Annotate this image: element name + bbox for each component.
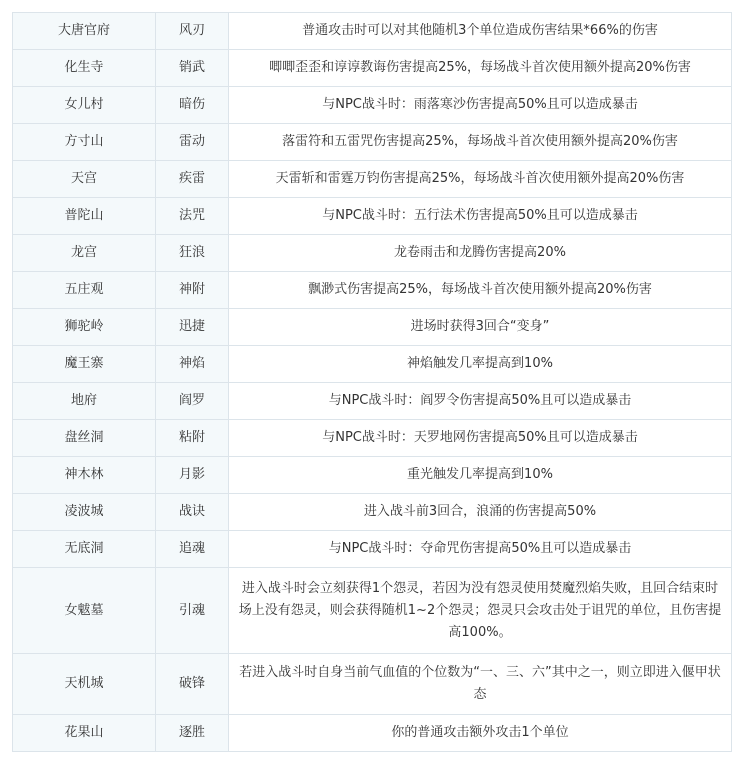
table-body [13,13,732,752]
effect-cell: 天雷斩和雷霆万钧伤害提高25%，每场战斗首次使用额外提高20%伤害 [229,161,732,198]
school-cell: 凌波城 [13,494,156,531]
table-row [13,235,732,272]
effect-cell: 与NPC战斗时：阎罗令伤害提高50%且可以造成暴击 [229,383,732,420]
school-cell: 方寸山 [13,124,156,161]
table-row [13,531,732,568]
table-row [13,346,732,383]
table-row [13,309,732,346]
effect-cell: 龙卷雨击和龙腾伤害提高20% [229,235,732,272]
skill-cell: 暗伤 [156,87,229,124]
skill-cell: 粘附 [156,420,229,457]
school-cell: 魔王寨 [13,346,156,383]
table-row [13,13,732,50]
table-row [13,383,732,420]
table-row [13,198,732,235]
skill-cell: 神附 [156,272,229,309]
effect-cell: 与NPC战斗时：雨落寒沙伤害提高50%且可以造成暴击 [229,87,732,124]
table-row [13,161,732,198]
effect-cell: 进场时获得3回合“变身” [229,309,732,346]
effect-cell: 进入战斗时会立刻获得1个怨灵，若因为没有怨灵使用焚魔烈焰失败，且回合结束时场上没有怨灵，则会获得随机1~2个怨灵；怨灵只会攻击处于诅咒的单位，且伤害提高100%。 [229,568,732,654]
school-cell: 地府 [13,383,156,420]
school-cell: 化生寺 [13,50,156,87]
table-row [13,457,732,494]
effect-cell: 与NPC战斗时：五行法术伤害提高50%且可以造成暴击 [229,198,732,235]
skill-cell: 雷动 [156,124,229,161]
table-row [13,568,732,654]
school-cell: 无底洞 [13,531,156,568]
skill-cell: 阎罗 [156,383,229,420]
skill-cell: 迅捷 [156,309,229,346]
table-row [13,420,732,457]
school-cell: 狮驼岭 [13,309,156,346]
school-cell: 天宫 [13,161,156,198]
effect-cell: 与NPC战斗时：天罗地网伤害提高50%且可以造成暴击 [229,420,732,457]
school-cell: 女魃墓 [13,568,156,654]
effect-cell: 重光触发几率提高到10% [229,457,732,494]
skill-cell: 逐胜 [156,715,229,752]
table-row [13,124,732,161]
effect-cell: 唧唧歪歪和谆谆教诲伤害提高25%，每场战斗首次使用额外提高20%伤害 [229,50,732,87]
skill-cell: 销武 [156,50,229,87]
effect-cell: 若进入战斗时自身当前气血值的个位数为“一、三、六”其中之一，则立即进入偃甲状态 [229,654,732,715]
skill-cell: 疾雷 [156,161,229,198]
skill-cell: 神焰 [156,346,229,383]
school-cell: 花果山 [13,715,156,752]
skill-cell: 追魂 [156,531,229,568]
table-row [13,715,732,752]
effect-cell: 落雷符和五雷咒伤害提高25%，每场战斗首次使用额外提高20%伤害 [229,124,732,161]
school-cell: 天机城 [13,654,156,715]
school-cell: 龙宫 [13,235,156,272]
school-cell: 普陀山 [13,198,156,235]
school-cell: 女儿村 [13,87,156,124]
sect-skill-table-container [12,12,732,752]
skill-cell: 破锋 [156,654,229,715]
skill-cell: 狂浪 [156,235,229,272]
table-row [13,654,732,715]
skill-cell: 风刃 [156,13,229,50]
skill-cell: 战诀 [156,494,229,531]
effect-cell: 与NPC战斗时：夺命咒伤害提高50%且可以造成暴击 [229,531,732,568]
skill-cell: 法咒 [156,198,229,235]
school-cell: 神木林 [13,457,156,494]
effect-cell: 神焰触发几率提高到10% [229,346,732,383]
school-cell: 五庄观 [13,272,156,309]
skill-cell: 引魂 [156,568,229,654]
effect-cell: 进入战斗前3回合，浪涌的伤害提高50% [229,494,732,531]
skill-cell: 月影 [156,457,229,494]
school-cell: 盘丝洞 [13,420,156,457]
table-row [13,87,732,124]
sect-skill-table [12,12,732,752]
school-cell: 大唐官府 [13,13,156,50]
effect-cell: 飘渺式伤害提高25%，每场战斗首次使用额外提高20%伤害 [229,272,732,309]
table-row [13,494,732,531]
effect-cell: 普通攻击时可以对其他随机3个单位造成伤害结果*66%的伤害 [229,13,732,50]
effect-cell: 你的普通攻击额外攻击1个单位 [229,715,732,752]
table-row [13,50,732,87]
table-row [13,272,732,309]
